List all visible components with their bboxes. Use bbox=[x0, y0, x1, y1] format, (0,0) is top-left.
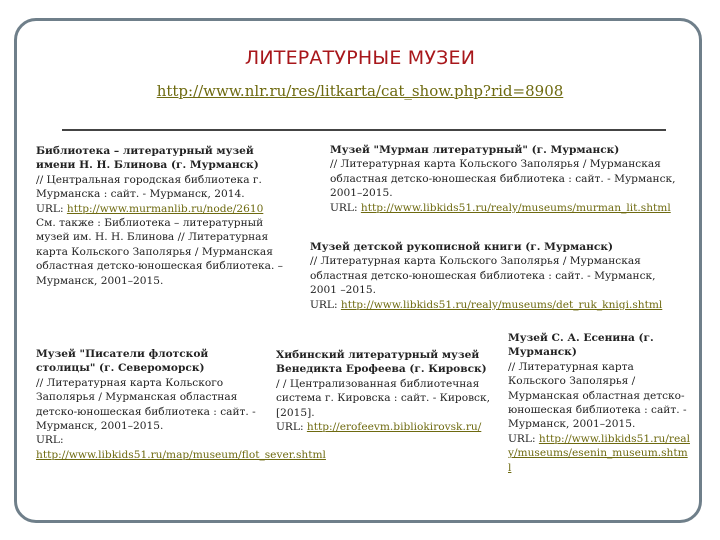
main-source-link[interactable]: http://www.nlr.ru/res/litkarta/cat_show.php?rid=8908 bbox=[156, 82, 564, 100]
url-label: URL: bbox=[508, 432, 539, 445]
entry-description: // Литературная карта Кольского Заполярья / Мурманская областная детско-юношеская библиотека : сайт. - Мурманск, 2001 –2015. bbox=[310, 255, 656, 297]
entry-heading: Музей детской рукописной книги (г. Мурманск) bbox=[310, 241, 613, 253]
museum-entry-blinov bbox=[36, 144, 286, 288]
entry-link[interactable]: http://www.libkids51.ru/realy/museums/esenin_museum.shtml bbox=[508, 432, 690, 474]
entry-description: // Центральная городская библиотека г. Мурманска : сайт. - Мурманск, 2014. bbox=[36, 173, 262, 201]
url-label: URL: bbox=[276, 421, 307, 434]
entry-heading: Музей С. А. Есенина (г. Мурманск) bbox=[508, 332, 654, 359]
entry-link[interactable]: http://www.libkids51.ru/realy/museums/murman_lit.shtml bbox=[360, 201, 671, 214]
entry-link[interactable]: http://www.libkids51.ru/map/museum/flot_sever.shtml bbox=[36, 448, 326, 461]
museum-entry-handwritten-book bbox=[310, 240, 685, 312]
entry-heading: Музей "Писатели флотской столицы" (г. Североморск) bbox=[36, 348, 209, 375]
entry-note: См. также : Библиотека – литературный музей им. Н. Н. Блинова // Литературная карта Кольского Заполярья / Мурманская областная детско-юношеская библиотека. – Мурманск, 2001–2015. bbox=[36, 217, 283, 287]
entry-description: // Литературная карта Кольского Заполярья / Мурманская областная детско-юношеская библиотека : сайт. - Мурманск, 2001–2015. bbox=[508, 360, 687, 431]
museum-entry-esenin bbox=[508, 331, 690, 475]
page-title: ЛИТЕРАТУРНЫЕ МУЗЕИ bbox=[244, 47, 476, 69]
entry-link[interactable]: http://erofeevm.bibliokirovsk.ru/ bbox=[306, 421, 482, 434]
entry-link[interactable]: http://www.murmanlib.ru/node/2610 bbox=[66, 202, 264, 215]
entry-description: // Литературная карта Кольского Заполярья / Мурманская областная детско-юношеская библиотека : сайт. - Мурманск, 2001–2015. bbox=[330, 158, 676, 200]
entry-link[interactable]: http://www.libkids51.ru/realy/museums/det_ruk_knigi.shtml bbox=[340, 298, 663, 311]
entry-heading: Хибинский литературный музей Венедикта Ерофеева (г. Кировск) bbox=[276, 349, 487, 376]
entry-description: // Литературная карта Кольского Заполярья / Мурманская областная детско-юношеская библиотека : сайт. - Мурманск, 2001–2015. bbox=[36, 376, 256, 433]
entry-heading: Музей "Мурман литературный" (г. Мурманск) bbox=[330, 144, 620, 156]
entry-description: / / Централизованная библиотечная система г. Кировска : сайт. - Кировск, [2015]. bbox=[276, 377, 490, 419]
museum-entry-fleet-capital-writers bbox=[36, 347, 326, 462]
entry-heading: Библиотека – литературный музей имени Н. Н. Блинова (г. Мурманск) bbox=[36, 145, 259, 172]
url-label: URL: bbox=[36, 434, 64, 447]
url-label: URL: bbox=[36, 202, 67, 215]
museum-entry-murman-literary bbox=[330, 143, 680, 215]
museum-entry-erofeev bbox=[276, 348, 500, 434]
divider bbox=[62, 129, 666, 131]
url-label: URL: bbox=[310, 298, 341, 311]
url-label: URL: bbox=[330, 201, 361, 214]
